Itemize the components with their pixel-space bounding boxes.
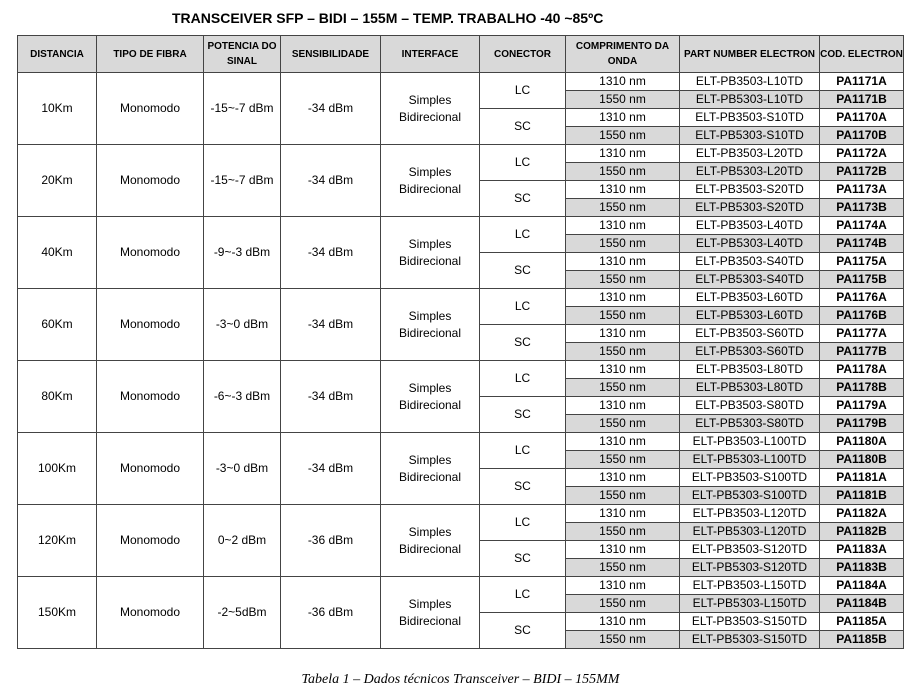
connector-cell: LC: [480, 433, 566, 469]
electron-code-cell: PA1173A: [820, 181, 904, 199]
fiber-type-cell: Monomodo: [97, 433, 204, 505]
fiber-type-cell: Monomodo: [97, 217, 204, 289]
electron-code-cell: PA1171A: [820, 73, 904, 91]
signal-power-cell: -9~-3 dBm: [204, 217, 281, 289]
header-sensibilidade: SENSIBILIDADE: [281, 36, 381, 73]
connector-cell: SC: [480, 397, 566, 433]
header-row: [18, 36, 904, 73]
wavelength-cell: 1310 nm: [566, 109, 680, 127]
electron-code-cell: PA1180B: [820, 451, 904, 469]
interface-cell: Simples Bidirecional: [381, 577, 480, 649]
part-number-cell: ELT-PB5303-L10TD: [680, 91, 820, 109]
connector-cell: SC: [480, 325, 566, 361]
fiber-type-cell: Monomodo: [97, 505, 204, 577]
part-number-cell: ELT-PB3503-S40TD: [680, 253, 820, 271]
electron-code-cell: PA1181B: [820, 487, 904, 505]
wavelength-cell: 1550 nm: [566, 523, 680, 541]
fiber-type-cell: Monomodo: [97, 577, 204, 649]
distance-cell: 150Km: [18, 577, 97, 649]
electron-code-cell: PA1172B: [820, 163, 904, 181]
interface-cell: Simples Bidirecional: [381, 505, 480, 577]
electron-code-cell: PA1174A: [820, 217, 904, 235]
part-number-cell: ELT-PB5303-S100TD: [680, 487, 820, 505]
part-number-cell: ELT-PB3503-S100TD: [680, 469, 820, 487]
electron-code-cell: PA1183B: [820, 559, 904, 577]
wavelength-cell: 1310 nm: [566, 397, 680, 415]
part-number-cell: ELT-PB5303-S120TD: [680, 559, 820, 577]
interface-cell: Simples Bidirecional: [381, 361, 480, 433]
part-number-cell: ELT-PB5303-S150TD: [680, 631, 820, 649]
table-row: [18, 577, 904, 595]
part-number-cell: ELT-PB3503-S150TD: [680, 613, 820, 631]
electron-code-cell: PA1175B: [820, 271, 904, 289]
wavelength-cell: 1550 nm: [566, 91, 680, 109]
distance-cell: 20Km: [18, 145, 97, 217]
part-number-cell: ELT-PB3503-L40TD: [680, 217, 820, 235]
part-number-cell: ELT-PB3503-S60TD: [680, 325, 820, 343]
sensitivity-cell: -34 dBm: [281, 433, 381, 505]
distance-cell: 80Km: [18, 361, 97, 433]
wavelength-cell: 1310 nm: [566, 253, 680, 271]
electron-code-cell: PA1185B: [820, 631, 904, 649]
sensitivity-cell: -34 dBm: [281, 217, 381, 289]
part-number-cell: ELT-PB3503-L10TD: [680, 73, 820, 91]
electron-code-cell: PA1170A: [820, 109, 904, 127]
electron-code-cell: PA1180A: [820, 433, 904, 451]
wavelength-cell: 1550 nm: [566, 415, 680, 433]
wavelength-cell: 1550 nm: [566, 307, 680, 325]
electron-code-cell: PA1178B: [820, 379, 904, 397]
wavelength-cell: 1310 nm: [566, 361, 680, 379]
distance-cell: 100Km: [18, 433, 97, 505]
wavelength-cell: 1550 nm: [566, 379, 680, 397]
electron-code-cell: PA1182B: [820, 523, 904, 541]
distance-cell: 120Km: [18, 505, 97, 577]
fiber-type-cell: Monomodo: [97, 289, 204, 361]
wavelength-cell: 1310 nm: [566, 469, 680, 487]
table-row: [18, 361, 904, 379]
electron-code-cell: PA1171B: [820, 91, 904, 109]
electron-code-cell: PA1176A: [820, 289, 904, 307]
header-comprimento-da-onda: COMPRIMENTO DA ONDA: [566, 36, 680, 73]
distance-cell: 10Km: [18, 73, 97, 145]
wavelength-cell: 1310 nm: [566, 217, 680, 235]
part-number-cell: ELT-PB5303-S10TD: [680, 127, 820, 145]
distance-cell: 60Km: [18, 289, 97, 361]
wavelength-cell: 1310 nm: [566, 289, 680, 307]
table-row: [18, 433, 904, 451]
signal-power-cell: 0~2 dBm: [204, 505, 281, 577]
header-part-number: PART NUMBER ELECTRON: [680, 36, 820, 73]
electron-code-cell: PA1173B: [820, 199, 904, 217]
interface-cell: Simples Bidirecional: [381, 433, 480, 505]
wavelength-cell: 1550 nm: [566, 163, 680, 181]
part-number-cell: ELT-PB5303-S60TD: [680, 343, 820, 361]
wavelength-cell: 1550 nm: [566, 451, 680, 469]
electron-code-cell: PA1176B: [820, 307, 904, 325]
fiber-type-cell: Monomodo: [97, 145, 204, 217]
connector-cell: SC: [480, 469, 566, 505]
electron-code-cell: PA1182A: [820, 505, 904, 523]
table-row: [18, 73, 904, 91]
part-number-cell: ELT-PB3503-L20TD: [680, 145, 820, 163]
part-number-cell: ELT-PB3503-L80TD: [680, 361, 820, 379]
connector-cell: LC: [480, 217, 566, 253]
connector-cell: LC: [480, 289, 566, 325]
part-number-cell: ELT-PB3503-S20TD: [680, 181, 820, 199]
header-potencia-do-sinal: POTENCIA DO SINAL: [204, 36, 281, 73]
part-number-cell: ELT-PB5303-L20TD: [680, 163, 820, 181]
signal-power-cell: -2~5dBm: [204, 577, 281, 649]
connector-cell: LC: [480, 505, 566, 541]
part-number-cell: ELT-PB3503-L100TD: [680, 433, 820, 451]
connector-cell: SC: [480, 541, 566, 577]
part-number-cell: ELT-PB3503-L60TD: [680, 289, 820, 307]
table-row: [18, 289, 904, 307]
table-caption: Tabela 1 – Dados técnicos Transceiver – BIDI – 155MM: [301, 672, 620, 687]
wavelength-cell: 1310 nm: [566, 433, 680, 451]
wavelength-cell: 1310 nm: [566, 73, 680, 91]
part-number-cell: ELT-PB5303-L150TD: [680, 595, 820, 613]
sensitivity-cell: -36 dBm: [281, 577, 381, 649]
part-number-cell: ELT-PB3503-S80TD: [680, 397, 820, 415]
electron-code-cell: PA1177B: [820, 343, 904, 361]
signal-power-cell: -3~0 dBm: [204, 433, 281, 505]
part-number-cell: ELT-PB5303-L80TD: [680, 379, 820, 397]
header-conector: CONECTOR: [480, 36, 566, 73]
header-interface: INTERFACE: [381, 36, 480, 73]
electron-code-cell: PA1179B: [820, 415, 904, 433]
interface-cell: Simples Bidirecional: [381, 73, 480, 145]
header-cod-electron: COD. ELECTRON: [820, 36, 904, 73]
connector-cell: LC: [480, 73, 566, 109]
signal-power-cell: -15~-7 dBm: [204, 73, 281, 145]
part-number-cell: ELT-PB3503-L150TD: [680, 577, 820, 595]
sensitivity-cell: -34 dBm: [281, 361, 381, 433]
part-number-cell: ELT-PB3503-L120TD: [680, 505, 820, 523]
wavelength-cell: 1310 nm: [566, 505, 680, 523]
fiber-type-cell: Monomodo: [97, 361, 204, 433]
table-row: [18, 217, 904, 235]
part-number-cell: ELT-PB5303-L120TD: [680, 523, 820, 541]
wavelength-cell: 1550 nm: [566, 631, 680, 649]
connector-cell: SC: [480, 613, 566, 649]
wavelength-cell: 1550 nm: [566, 271, 680, 289]
signal-power-cell: -3~0 dBm: [204, 289, 281, 361]
connector-cell: SC: [480, 109, 566, 145]
interface-cell: Simples Bidirecional: [381, 217, 480, 289]
part-number-cell: ELT-PB5303-L60TD: [680, 307, 820, 325]
transceiver-spec-table: [17, 35, 904, 649]
connector-cell: SC: [480, 253, 566, 289]
wavelength-cell: 1310 nm: [566, 577, 680, 595]
part-number-cell: ELT-PB5303-S80TD: [680, 415, 820, 433]
electron-code-cell: PA1175A: [820, 253, 904, 271]
electron-code-cell: PA1178A: [820, 361, 904, 379]
fiber-type-cell: Monomodo: [97, 73, 204, 145]
electron-code-cell: PA1179A: [820, 397, 904, 415]
wavelength-cell: 1310 nm: [566, 181, 680, 199]
wavelength-cell: 1310 nm: [566, 541, 680, 559]
wavelength-cell: 1310 nm: [566, 325, 680, 343]
electron-code-cell: PA1170B: [820, 127, 904, 145]
wavelength-cell: 1550 nm: [566, 559, 680, 577]
signal-power-cell: -6~-3 dBm: [204, 361, 281, 433]
electron-code-cell: PA1172A: [820, 145, 904, 163]
interface-cell: Simples Bidirecional: [381, 289, 480, 361]
table-row: [18, 145, 904, 163]
electron-code-cell: PA1177A: [820, 325, 904, 343]
table-row: [18, 505, 904, 523]
header-tipo-de-fibra: TIPO DE FIBRA: [97, 36, 204, 73]
signal-power-cell: -15~-7 dBm: [204, 145, 281, 217]
electron-code-cell: PA1184B: [820, 595, 904, 613]
connector-cell: LC: [480, 145, 566, 181]
electron-code-cell: PA1174B: [820, 235, 904, 253]
wavelength-cell: 1550 nm: [566, 595, 680, 613]
table-body: [18, 73, 904, 649]
part-number-cell: ELT-PB5303-S40TD: [680, 271, 820, 289]
connector-cell: LC: [480, 361, 566, 397]
header-distancia: DISTANCIA: [18, 36, 97, 73]
interface-cell: Simples Bidirecional: [381, 145, 480, 217]
wavelength-cell: 1550 nm: [566, 199, 680, 217]
document-title: TRANSCEIVER SFP – BIDI – 155M – TEMP. TRABALHO -40 ~85ºC: [172, 10, 604, 26]
sensitivity-cell: -36 dBm: [281, 505, 381, 577]
wavelength-cell: 1550 nm: [566, 235, 680, 253]
electron-code-cell: PA1184A: [820, 577, 904, 595]
part-number-cell: ELT-PB3503-S120TD: [680, 541, 820, 559]
electron-code-cell: PA1183A: [820, 541, 904, 559]
wavelength-cell: 1550 nm: [566, 343, 680, 361]
part-number-cell: ELT-PB3503-S10TD: [680, 109, 820, 127]
connector-cell: LC: [480, 577, 566, 613]
sensitivity-cell: -34 dBm: [281, 145, 381, 217]
wavelength-cell: 1550 nm: [566, 487, 680, 505]
wavelength-cell: 1550 nm: [566, 127, 680, 145]
distance-cell: 40Km: [18, 217, 97, 289]
part-number-cell: ELT-PB5303-S20TD: [680, 199, 820, 217]
part-number-cell: ELT-PB5303-L100TD: [680, 451, 820, 469]
electron-code-cell: PA1185A: [820, 613, 904, 631]
connector-cell: SC: [480, 181, 566, 217]
electron-code-cell: PA1181A: [820, 469, 904, 487]
sensitivity-cell: -34 dBm: [281, 73, 381, 145]
wavelength-cell: 1310 nm: [566, 145, 680, 163]
wavelength-cell: 1310 nm: [566, 613, 680, 631]
sensitivity-cell: -34 dBm: [281, 289, 381, 361]
part-number-cell: ELT-PB5303-L40TD: [680, 235, 820, 253]
